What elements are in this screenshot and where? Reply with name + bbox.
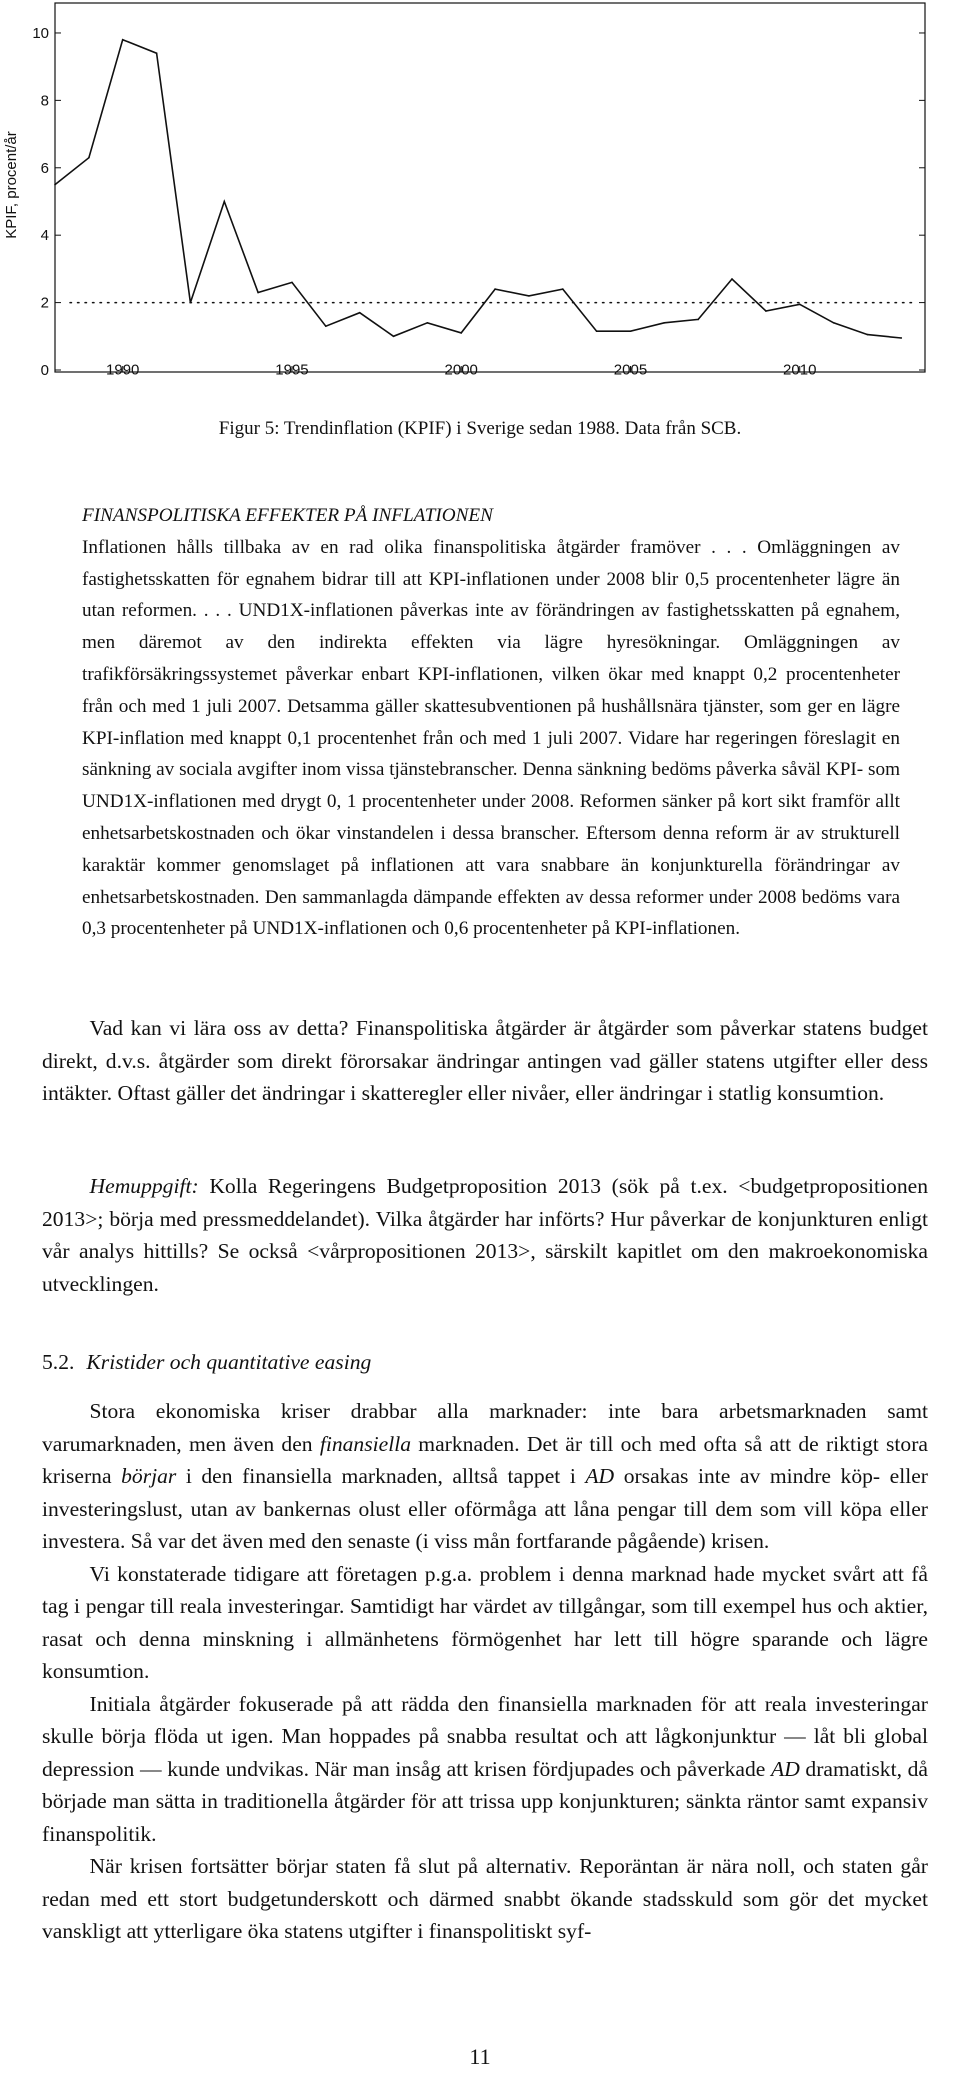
data-point xyxy=(630,330,632,332)
box-text: Inflationen hålls tillbaka av en rad olika finanspolitiska åtgärder framöver . . . Omläggningen av fastighetsskatten för egnahem bidrar till att KPI-inflationen under 2008 blir 0,5 procentenheter lägre än utan reformen. . . . UND1X-inflationen påverkas inte av förändringen av fastighetsskatten på egnahem, men däremot av den indirekta effekten via lägre hyresökningar. Omläggningen av trafikförsäkringssystemet påverkar enbart KPI-inflationen, vilken ökar med knappt 0,2 procentenheter från och med 1 juli 2007. Detsamma gäller skattesubventionen på hushållsnära tjänster, som ger en lägre KPI-inflation med knappt 0,1 procentenhet från och med 1 juli 2007. Vidare har regeringen föreslagit en sänkning av sociala avgifter inom vissa tjänstebranscher. Denna sänkning bedöms påverka såväl KPI- som UND1X-inflationen med drygt 0, 1 procentenheter under 2008. Reformen sänker på kort sikt framför allt enhetsarbetskostnaden och ökar vinstandelen i dessa branscher. Eftersom denna reform är av strukturell karaktär kommer genomslaget på inflationen att vara snabbare än konjunkturella förändringar av enhetsarbetskostnaden. Den sammanlagda dämpande effekten av dessa reformer under 2008 bedöms vara 0,3 procentenheter på UND1X-inflationen och 0,6 procentenheter på KPI-inflationen. xyxy=(82,536,900,940)
y-tick-label: 2 xyxy=(40,294,49,312)
data-point xyxy=(291,282,293,284)
y-axis-label: KPIF, procent/år xyxy=(3,131,20,239)
data-point xyxy=(562,288,564,290)
data-point xyxy=(257,292,259,294)
paragraph-4: Initiala åtgärder fokuserade på att rädda den finansiella marknaden för att reala investeringar skulle börja flöda ut igen. Man hoppades på snabba resultat och att lågkonjunktur — låt bli global depression — kunde undvikas. När man insåg att krisen fördjupades och påverkade AD dramatiskt, då började man sätta in traditionella åtgärder för att trissa upp konjunkturen; sänkta räntor samt expansiv finanspolitik. xyxy=(42,1691,928,1846)
data-point xyxy=(596,330,598,332)
y-tick-label: 6 xyxy=(40,159,49,177)
series-line-kpif xyxy=(55,40,901,338)
x-tick-label: 2010 xyxy=(783,361,817,379)
data-point xyxy=(156,52,158,54)
data-point xyxy=(664,322,666,324)
x-tick-label: 1995 xyxy=(275,361,309,379)
y-tick-label: 4 xyxy=(40,227,49,245)
paragraph-3: Vi konstaterade tidigare att företagen p.g.a. problem i denna marknad hade mycket svårt att få tag i pengar till reala investeringar. Samtidigt har värdet av tillgångar, som till exempel hus och aktier, rasat och denna minskning i allmänhetens förmögenhet har lett till högre sparande och lägre konsumtion. xyxy=(42,1561,928,1683)
section-title: Kristider och quantitative easing xyxy=(86,1350,372,1374)
y-tick-label: 8 xyxy=(40,92,49,110)
data-point xyxy=(427,322,429,324)
section-body xyxy=(42,1395,928,1948)
data-point xyxy=(494,288,496,290)
page-number: 11 xyxy=(469,2044,491,2069)
paragraph-5: När krisen fortsätter börjar staten få slut på alternativ. Reporäntan är nära noll, och staten går redan med ett stort budgetunderskott och därmed snabbt ökande stadsskuld som gör det mycket vanskligt att ytterligare öka statens utgifter i finanspolitiskt syf- xyxy=(42,1854,928,1943)
x-tick-label: 1990 xyxy=(106,361,140,379)
data-point xyxy=(223,201,225,203)
data-point xyxy=(325,325,327,327)
data-point xyxy=(731,278,733,280)
data-point xyxy=(833,322,835,324)
y-tick-label: 0 xyxy=(40,362,49,379)
data-point xyxy=(528,295,530,297)
data-point xyxy=(359,312,361,314)
section-heading xyxy=(42,1350,371,1375)
data-point xyxy=(867,334,869,336)
data-point xyxy=(697,319,699,321)
task-text: Kolla Regeringens Budgetproposition 2013 (sök på t.ex. <budgetpropositionen 2013>; börja med pressmeddelandet). Vilka åtgärder har införts? Hur påverkar de konjunkturen enligt vår analys hittills? Se också <vårpropositionen 2013>, särskilt kapitlet om den makroekonomiska utvecklingen. xyxy=(42,1174,929,1296)
data-point xyxy=(765,310,767,312)
box-heading: FINANSPOLITISKA EFFEKTER PÅ INFLATIONEN xyxy=(82,505,493,526)
paragraph-1-text: Vad kan vi lära oss av detta? Finanspolitiska åtgärder är åtgärder som påverkar statens budget direkt, d.v.s. åtgärder som direkt förorsakar ändringar antingen vad gäller statens utgifter eller dess intäkter. Oftast gäller det ändringar i skatteregler eller nivåer, eller ändringar i statlig konsumtion. xyxy=(42,1016,928,1105)
paragraph-2: Stora ekonomiska kriser drabbar alla marknader: inte bara arbetsmarknaden samt varumarknaden, men även den finansiella marknaden. Det är till och med ofta så att de riktigt stora kriserna börjar i den finansiella marknaden, alltså tappet i AD orsakas inte av mindre köp- eller investeringslust, utan av bankernas olust eller oförmåga att låna pengar till dem som vill köpa eller investera. Så var det även med den senaste (i viss mån fortfarande pågående) krisen. xyxy=(42,1399,928,1553)
kpif-chart xyxy=(0,0,960,400)
x-tick-label: 2000 xyxy=(444,361,478,379)
homework-task xyxy=(42,1170,928,1300)
x-tick-label: 2005 xyxy=(613,361,648,379)
data-point xyxy=(393,335,395,337)
quote-box xyxy=(82,500,900,945)
y-tick-label: 10 xyxy=(32,24,49,42)
data-point xyxy=(88,157,90,159)
figure-caption: Figur 5: Trendinflation (KPIF) i Sverige sedan 1988. Data från SCB. xyxy=(218,418,742,439)
data-point xyxy=(799,303,801,305)
section-number: 5.2. xyxy=(42,1350,75,1374)
data-point xyxy=(54,184,56,186)
plot-frame xyxy=(55,3,925,372)
task-label: Hemuppgift: xyxy=(89,1174,199,1198)
data-point xyxy=(901,337,903,339)
paragraph-1 xyxy=(42,1012,928,1110)
data-point xyxy=(190,302,192,304)
data-point xyxy=(122,39,124,41)
data-point xyxy=(460,332,462,334)
